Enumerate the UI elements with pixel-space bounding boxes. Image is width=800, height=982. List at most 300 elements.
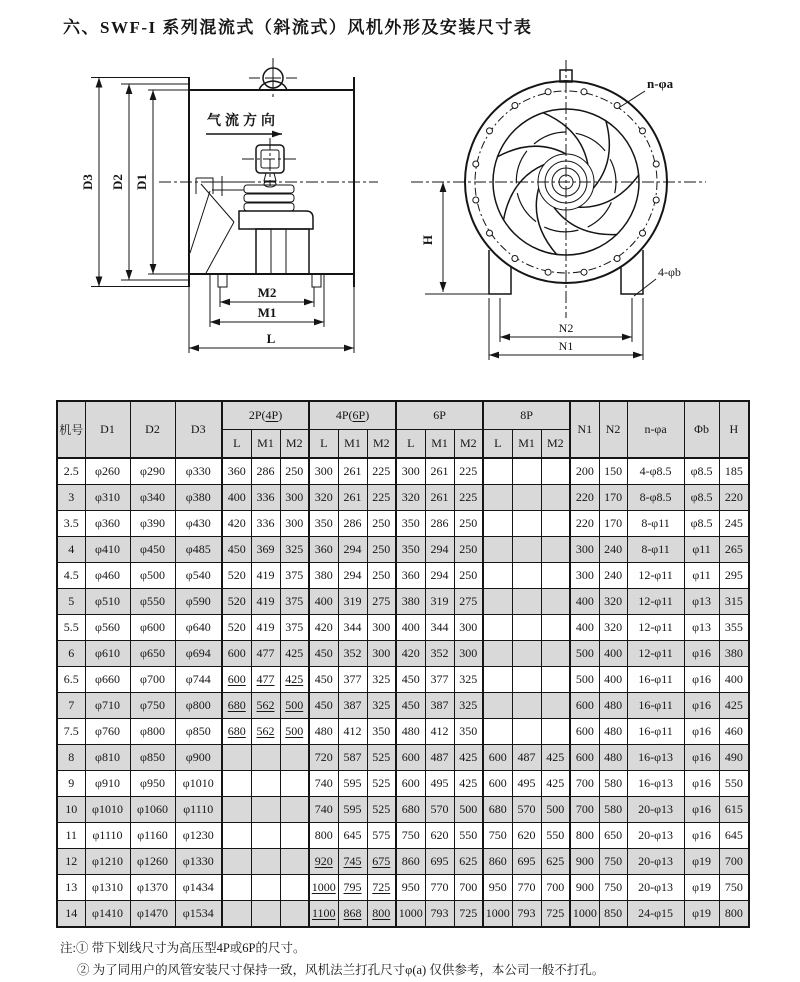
cell-g1-1 [251,771,280,797]
cell-d2: φ1370 [130,875,175,901]
cell-g4-1 [512,615,541,641]
cell-g2-2: 525 [367,771,396,797]
cell-pb: φ19 [684,849,719,875]
col-header-l: L [222,430,251,459]
cell-g3-1: 412 [425,719,454,745]
col-header-n2: N2 [599,401,627,458]
cell-g2-2: 800 [367,901,396,928]
cell-g2-0: 450 [309,693,338,719]
cell-na: 4-φ8.5 [627,458,684,485]
bolt-holes-callout-label: n-φa [647,76,674,91]
table-row [57,511,749,537]
cell-d2: φ550 [130,589,175,615]
cell-g1-1: 562 [251,693,280,719]
cell-g4-0 [483,667,512,693]
cell-g3-2: 725 [454,901,483,928]
table-row [57,667,749,693]
cell-g4-0 [483,641,512,667]
cell-g1-1: 336 [251,485,280,511]
cell-g4-1 [512,485,541,511]
cell-g2-1: 387 [338,693,367,719]
cell-g4-1: 620 [512,823,541,849]
cell-g3-2: 425 [454,745,483,771]
cell-g2-1: 261 [338,458,367,485]
cell-g2-0: 1000 [309,875,338,901]
cell-n1: 200 [570,458,599,485]
cell-g2-1: 587 [338,745,367,771]
cell-g3-2: 250 [454,511,483,537]
cell-g2-0: 300 [309,458,338,485]
cell-d2: φ1260 [130,849,175,875]
cell-g3-0: 860 [396,849,425,875]
cell-g3-0: 400 [396,615,425,641]
cell-h: 700 [719,849,749,875]
cell-no: 7.5 [57,719,85,745]
cell-g4-0 [483,537,512,563]
dim-label-d3: D3 [80,174,95,190]
cell-g3-0: 1000 [396,901,425,928]
cell-no: 5 [57,589,85,615]
cell-g1-2: 375 [280,615,309,641]
cell-g3-0: 680 [396,797,425,823]
cell-d1: φ560 [85,615,130,641]
cell-g1-0: 520 [222,563,251,589]
cell-g3-1: 286 [425,511,454,537]
cell-n1: 600 [570,745,599,771]
cell-d3: φ485 [175,537,222,563]
cell-d2: φ600 [130,615,175,641]
cell-g3-0: 360 [396,563,425,589]
dim-label-n1: N1 [558,339,574,353]
cell-g1-2: 425 [280,641,309,667]
cell-g1-2 [280,823,309,849]
cell-no: 4.5 [57,563,85,589]
cell-d1: φ760 [85,719,130,745]
cell-n2: 480 [599,693,627,719]
dim-label-l: L [266,331,276,346]
cell-g4-2 [541,641,570,667]
cell-g4-1: 695 [512,849,541,875]
cell-g2-2: 575 [367,823,396,849]
cell-na: 20-φ13 [627,875,684,901]
table-row [57,693,749,719]
col-header-m2: M2 [541,430,570,459]
cell-g1-0: 450 [222,537,251,563]
cell-g2-2: 525 [367,745,396,771]
cell-n2: 480 [599,719,627,745]
cell-g2-1: 319 [338,589,367,615]
cell-no: 10 [57,797,85,823]
cell-h: 615 [719,797,749,823]
dim-label-m1: M1 [257,305,277,320]
cell-g1-0: 680 [222,693,251,719]
cell-d1: φ1010 [85,797,130,823]
cell-na: 12-φ11 [627,615,684,641]
cell-g3-1: 319 [425,589,454,615]
cell-n1: 300 [570,537,599,563]
drawings-row [56,54,800,386]
cell-g4-2 [541,458,570,485]
footnote-1: 注:① 带下划线尺寸为高压型4P或6P的尺寸。 [60,941,306,955]
table-row [57,615,749,641]
cell-g2-0: 350 [309,511,338,537]
cell-no: 8 [57,745,85,771]
fan-front-view-drawing [401,54,781,386]
cell-g2-0: 360 [309,537,338,563]
cell-n1: 400 [570,589,599,615]
cell-g4-1: 495 [512,771,541,797]
footnote-2: ② 为了同用户的风管安装尺寸保持一致，风机法兰打孔尺寸φ(a) 仅供参考，本公司一般不打孔。 [77,962,605,977]
cell-g4-0 [483,485,512,511]
cell-pb: φ8.5 [684,485,719,511]
cell-g1-1: 336 [251,511,280,537]
cell-g3-0: 600 [396,771,425,797]
page-title: 六、SWF-I 系列混流式（斜流式）风机外形及安装尺寸表 [63,18,533,37]
cell-d3: φ900 [175,745,222,771]
cell-d2: φ1060 [130,797,175,823]
cell-g4-0: 1000 [483,901,512,928]
col-header-l: L [483,430,512,459]
cell-g4-1: 770 [512,875,541,901]
cell-g1-0 [222,849,251,875]
cell-g3-0: 750 [396,823,425,849]
cell-n1: 500 [570,641,599,667]
cell-g1-2 [280,745,309,771]
support-column [256,229,309,274]
cell-g2-2: 300 [367,615,396,641]
cell-g1-2: 300 [280,511,309,537]
cell-n1: 400 [570,615,599,641]
col-header-h: H [719,401,749,458]
cell-d1: φ910 [85,771,130,797]
motor-mount-plate [239,211,313,229]
cell-g3-2: 625 [454,849,483,875]
cell-d1: φ410 [85,537,130,563]
cell-no: 3 [57,485,85,511]
cell-g4-2: 625 [541,849,570,875]
footnotes [60,938,800,982]
cell-d3: φ430 [175,511,222,537]
cell-pb: φ8.5 [684,458,719,485]
dim-label-d2: D2 [110,174,125,190]
cell-g4-2 [541,667,570,693]
cell-g4-2 [541,485,570,511]
cell-n1: 300 [570,563,599,589]
cell-g4-1 [512,693,541,719]
table-row [57,849,749,875]
col-header-m2: M2 [280,430,309,459]
cell-g1-2: 300 [280,485,309,511]
cell-d1: φ310 [85,485,130,511]
cell-g4-2: 500 [541,797,570,823]
cell-g3-1: 495 [425,771,454,797]
cell-g1-1 [251,901,280,928]
cell-n1: 220 [570,485,599,511]
cell-g2-2: 325 [367,667,396,693]
cell-g1-1: 477 [251,667,280,693]
cell-h: 220 [719,485,749,511]
cell-d2: φ800 [130,719,175,745]
left-foot [489,250,511,294]
cell-g4-1 [512,641,541,667]
cell-pb: φ19 [684,901,719,928]
cell-g1-1 [251,823,280,849]
cell-g4-0: 860 [483,849,512,875]
table-row [57,901,749,928]
cell-g2-2: 525 [367,797,396,823]
cell-g1-2: 375 [280,563,309,589]
cell-n1: 500 [570,667,599,693]
cell-pb: φ16 [684,771,719,797]
cell-d2: φ390 [130,511,175,537]
cell-g3-2: 275 [454,589,483,615]
cell-g3-2: 425 [454,771,483,797]
cell-g3-2: 300 [454,615,483,641]
cell-g3-0: 450 [396,693,425,719]
cell-g3-2: 225 [454,458,483,485]
cell-g2-0: 920 [309,849,338,875]
cell-na: 16-φ13 [627,745,684,771]
table-row [57,641,749,667]
dim-label-m2: M2 [257,285,277,300]
cell-g2-2: 275 [367,589,396,615]
cell-d1: φ1310 [85,875,130,901]
cell-d3: φ850 [175,719,222,745]
table-row [57,771,749,797]
cell-pb: φ16 [684,745,719,771]
cell-n2: 150 [599,458,627,485]
cell-g4-1 [512,563,541,589]
cell-no: 6.5 [57,667,85,693]
foot-holes-callout-label: 4-φb [658,265,681,279]
cell-g2-1: 352 [338,641,367,667]
cell-g3-1: 377 [425,667,454,693]
cell-no: 3.5 [57,511,85,537]
cell-no: 5.5 [57,615,85,641]
cell-g2-1: 595 [338,771,367,797]
cell-g2-0: 800 [309,823,338,849]
cell-g4-2 [541,537,570,563]
dim-label-h: H [420,234,435,246]
cell-n2: 170 [599,485,627,511]
cell-g3-2: 225 [454,485,483,511]
table-row [57,563,749,589]
cell-g1-2 [280,875,309,901]
cell-h: 185 [719,458,749,485]
cell-g1-1 [251,875,280,901]
cell-g1-2 [280,797,309,823]
cell-g4-2: 550 [541,823,570,849]
cell-g3-1: 770 [425,875,454,901]
cell-d3: φ330 [175,458,222,485]
cell-g4-0: 600 [483,745,512,771]
cell-pb: φ11 [684,563,719,589]
dim-label-d1: D1 [134,174,149,190]
cell-d3: φ744 [175,667,222,693]
cell-d1: φ1410 [85,901,130,928]
cell-d3: φ1534 [175,901,222,928]
motor-body [244,185,294,193]
cell-d3: φ1010 [175,771,222,797]
cell-g4-1 [512,667,541,693]
cell-g4-0 [483,589,512,615]
col-header-m1: M1 [425,430,454,459]
col-group-2p-4p: 2P(4P) [222,401,309,430]
cell-d3: φ694 [175,641,222,667]
cell-g3-2: 300 [454,641,483,667]
cell-g1-2 [280,849,309,875]
cell-g3-2: 700 [454,875,483,901]
cell-g3-0: 320 [396,485,425,511]
cell-h: 750 [719,875,749,901]
cell-g2-0: 400 [309,589,338,615]
cell-g1-0 [222,745,251,771]
cell-g1-1: 419 [251,589,280,615]
cell-d1: φ1110 [85,823,130,849]
cell-n1: 900 [570,875,599,901]
cell-g4-1 [512,719,541,745]
table-body [57,458,749,927]
cell-d1: φ810 [85,745,130,771]
cell-g3-0: 950 [396,875,425,901]
cell-g4-2 [541,615,570,641]
cell-no: 7 [57,693,85,719]
cell-g2-2: 225 [367,485,396,511]
table-row [57,589,749,615]
cell-g3-1: 695 [425,849,454,875]
cell-n2: 580 [599,771,627,797]
cell-na: 8-φ8.5 [627,485,684,511]
cell-g4-1 [512,458,541,485]
cell-g4-0 [483,719,512,745]
fan-side-view-drawing [56,54,401,386]
cell-no: 4 [57,537,85,563]
cell-d3: φ640 [175,615,222,641]
cell-d2: φ950 [130,771,175,797]
table-row [57,719,749,745]
cell-g2-2: 675 [367,849,396,875]
cell-g3-0: 420 [396,641,425,667]
col-group-6p: 6P [396,401,483,430]
cell-g3-1: 487 [425,745,454,771]
cell-n2: 650 [599,823,627,849]
cell-g3-2: 250 [454,563,483,589]
dimension-table [56,400,750,928]
cell-g2-2: 300 [367,641,396,667]
cell-g2-0: 720 [309,745,338,771]
cell-g2-1: 645 [338,823,367,849]
cell-g4-1: 793 [512,901,541,928]
cell-g1-1 [251,849,280,875]
cell-g2-2: 325 [367,693,396,719]
cell-d2: φ340 [130,485,175,511]
cell-pb: φ13 [684,615,719,641]
cell-g4-2 [541,563,570,589]
cell-d2: φ500 [130,563,175,589]
cell-h: 380 [719,641,749,667]
cell-pb: φ8.5 [684,511,719,537]
cell-g1-2: 500 [280,693,309,719]
cell-d2: φ1470 [130,901,175,928]
col-header-phi-b: Φb [684,401,719,458]
cell-na: 24-φ15 [627,901,684,928]
cell-g4-0: 950 [483,875,512,901]
cell-h: 550 [719,771,749,797]
cell-n2: 400 [599,641,627,667]
cell-g1-1: 419 [251,615,280,641]
cell-d2: φ1160 [130,823,175,849]
cell-g1-0: 520 [222,589,251,615]
cell-g3-1: 344 [425,615,454,641]
cell-g1-2: 375 [280,589,309,615]
cell-d2: φ290 [130,458,175,485]
cell-pb: φ16 [684,667,719,693]
cell-d1: φ460 [85,563,130,589]
cell-na: 8-φ11 [627,511,684,537]
cell-g2-1: 286 [338,511,367,537]
table-row [57,875,749,901]
cell-n2: 240 [599,537,627,563]
cell-d1: φ260 [85,458,130,485]
cell-g1-1: 562 [251,719,280,745]
cell-g3-1: 570 [425,797,454,823]
cell-g1-0 [222,875,251,901]
cell-g2-0: 1100 [309,901,338,928]
cell-g2-1: 377 [338,667,367,693]
cell-pb: φ16 [684,797,719,823]
cell-g4-2 [541,511,570,537]
cell-h: 425 [719,693,749,719]
cell-g4-2: 425 [541,745,570,771]
cell-g1-2 [280,771,309,797]
cell-g3-1: 620 [425,823,454,849]
cell-g4-0 [483,615,512,641]
cell-g2-1: 795 [338,875,367,901]
cell-g3-1: 261 [425,458,454,485]
cell-g3-0: 480 [396,719,425,745]
cell-g2-2: 250 [367,563,396,589]
cell-g2-0: 450 [309,667,338,693]
cell-pb: φ16 [684,719,719,745]
cell-n2: 170 [599,511,627,537]
col-header-l: L [396,430,425,459]
cell-g1-0: 520 [222,615,251,641]
cell-g4-2: 425 [541,771,570,797]
cell-n2: 750 [599,849,627,875]
cell-na: 12-φ11 [627,563,684,589]
cell-g2-2: 350 [367,719,396,745]
cell-h: 245 [719,511,749,537]
cell-g3-0: 380 [396,589,425,615]
cell-g2-2: 250 [367,511,396,537]
cell-g3-0: 600 [396,745,425,771]
cell-na: 16-φ11 [627,667,684,693]
cell-n1: 800 [570,823,599,849]
cell-d1: φ510 [85,589,130,615]
cell-h: 315 [719,589,749,615]
cell-g3-1: 294 [425,537,454,563]
cell-g3-1: 294 [425,563,454,589]
cell-g2-0: 480 [309,719,338,745]
cell-g2-0: 320 [309,485,338,511]
col-group-4p-6p: 4P(6P) [309,401,396,430]
cell-g2-0: 450 [309,641,338,667]
cell-no: 11 [57,823,85,849]
cell-n2: 580 [599,797,627,823]
cell-n1: 220 [570,511,599,537]
cell-na: 16-φ11 [627,719,684,745]
cell-g4-1: 487 [512,745,541,771]
